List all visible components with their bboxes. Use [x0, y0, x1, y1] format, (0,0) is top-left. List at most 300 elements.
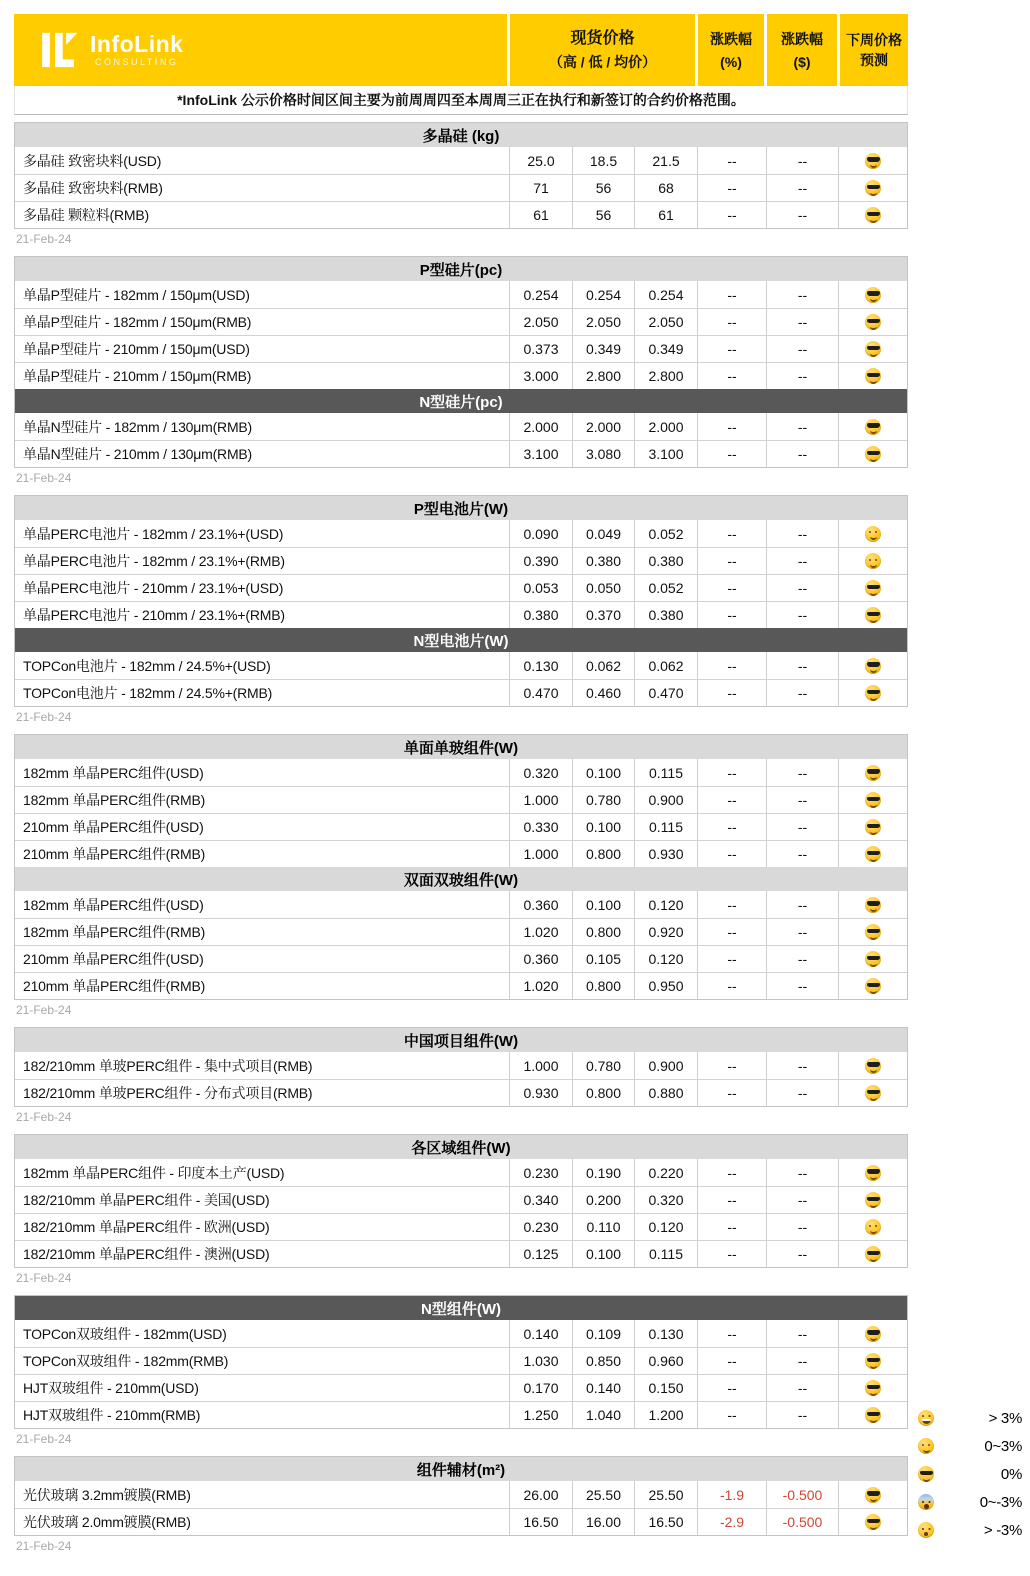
change-pct-value: --: [698, 147, 767, 174]
price-group: [14, 1295, 908, 1449]
price-table: [14, 122, 908, 229]
high-value: 0.130: [510, 652, 573, 679]
row-label: TOPCon电池片 - 182mm / 24.5%+(RMB): [15, 680, 510, 706]
change-usd-value: --: [767, 652, 839, 679]
high-value: 0.380: [510, 602, 573, 628]
row-label: 182/210mm 单玻PERC组件 - 集中式项目(RMB): [15, 1052, 510, 1079]
table-row: [15, 1079, 907, 1106]
change-usd-value: --: [767, 1052, 839, 1079]
high-value: 1.000: [510, 1052, 573, 1079]
forecast-cell: [839, 1509, 907, 1535]
emoji-sunglasses-icon: [865, 1058, 881, 1074]
high-value: 0.053: [510, 575, 573, 601]
emoji-sunglasses-icon: [865, 1165, 881, 1181]
change-pct-unit: (%): [720, 53, 742, 70]
forecast-cell: [839, 1320, 907, 1347]
low-value: 56: [573, 175, 635, 201]
legend-label: 0~3%: [984, 1437, 1022, 1455]
forecast-cell: [839, 1481, 907, 1508]
change-pct-value: --: [698, 787, 767, 813]
column-header-spot-price: [510, 14, 695, 86]
emoji-sunglasses-icon: [865, 1326, 881, 1342]
change-usd-value: --: [767, 787, 839, 813]
row-label: 210mm 单晶PERC组件(RMB): [15, 973, 510, 999]
change-usd-value: --: [767, 1320, 839, 1347]
high-value: 0.140: [510, 1320, 573, 1347]
low-value: 0.800: [573, 919, 635, 945]
row-label: 单晶P型硅片 - 210mm / 150μm(USD): [15, 336, 510, 362]
legend-item: [912, 1516, 1024, 1544]
row-label: 单晶PERC电池片 - 182mm / 23.1%+(USD): [15, 520, 510, 547]
low-value: 0.800: [573, 973, 635, 999]
low-value: 0.140: [573, 1375, 635, 1401]
forecast-cell: [839, 1241, 907, 1267]
high-value: 2.000: [510, 413, 573, 440]
table-row: [15, 1240, 907, 1267]
section-header: N型电池片(W): [15, 628, 907, 652]
high-value: 0.390: [510, 548, 573, 574]
row-label: 单晶N型硅片 - 210mm / 130μm(RMB): [15, 441, 510, 467]
low-value: 0.110: [573, 1214, 635, 1240]
brand-header-cell: [14, 14, 507, 86]
table-row: [15, 1347, 907, 1374]
row-label: 单晶P型硅片 - 182mm / 150μm(RMB): [15, 309, 510, 335]
low-value: 0.850: [573, 1348, 635, 1374]
emoji-sunglasses-icon: [865, 951, 881, 967]
table-row: [15, 308, 907, 335]
high-value: 0.360: [510, 946, 573, 972]
high-value: 0.170: [510, 1375, 573, 1401]
avg-value: 0.120: [635, 1214, 698, 1240]
low-value: 0.254: [573, 281, 635, 308]
high-value: 1.250: [510, 1402, 573, 1428]
avg-value: 0.349: [635, 336, 698, 362]
high-value: 3.100: [510, 441, 573, 467]
change-pct-value: --: [698, 841, 767, 867]
emoji-smile-icon: [865, 553, 881, 569]
table-row: [15, 147, 907, 174]
price-table: [14, 1134, 908, 1268]
emoji-sunglasses-icon: [865, 846, 881, 862]
change-usd-value: --: [767, 336, 839, 362]
table-row: [15, 547, 907, 574]
emoji-sunglasses-icon: [865, 607, 881, 623]
section-header: 双面双玻组件(W): [15, 867, 907, 891]
forecast-cell: [839, 891, 907, 918]
price-group: [14, 1027, 908, 1127]
avg-value: 2.050: [635, 309, 698, 335]
avg-value: 0.380: [635, 602, 698, 628]
low-value: 0.460: [573, 680, 635, 706]
table-row: [15, 281, 907, 308]
change-usd-value: --: [767, 1187, 839, 1213]
section-header: 组件辅材(m²): [15, 1457, 907, 1481]
legend-label: > 3%: [988, 1409, 1022, 1427]
legend-item: [912, 1488, 1024, 1516]
section-header: 多晶硅 (kg): [15, 123, 907, 147]
legend-label: 0%: [1000, 1465, 1022, 1483]
change-usd-value: -0.500: [767, 1481, 839, 1508]
emoji-sunglasses-icon: [865, 1246, 881, 1262]
change-pct-value: --: [698, 175, 767, 201]
date-stamp: 21-Feb-24: [16, 1432, 72, 1446]
avg-value: 16.50: [635, 1509, 698, 1535]
forecast-cell: [839, 575, 907, 601]
emoji-sunglasses-icon: [865, 1085, 881, 1101]
emoji-sunglasses-icon: [865, 287, 881, 303]
row-label: 182/210mm 单玻PERC组件 - 分布式项目(RMB): [15, 1080, 510, 1106]
forecast-cell: [839, 202, 907, 228]
forecast-cell: [839, 759, 907, 786]
price-table: [14, 1027, 908, 1107]
avg-value: 0.052: [635, 520, 698, 547]
emoji-sunglasses-icon: [918, 1466, 934, 1482]
emoji-sunglasses-icon: [865, 792, 881, 808]
change-pct-value: --: [698, 281, 767, 308]
emoji-sunglasses-icon: [865, 419, 881, 435]
emoji-sunglasses-icon: [865, 1380, 881, 1396]
table-row: [15, 918, 907, 945]
change-pct-value: --: [698, 441, 767, 467]
date-stamp: 21-Feb-24: [16, 1003, 72, 1017]
infolink-logo-icon: [42, 32, 80, 68]
change-usd-value: --: [767, 147, 839, 174]
forecast-cell: [839, 1348, 907, 1374]
high-value: 0.254: [510, 281, 573, 308]
high-value: 1.030: [510, 1348, 573, 1374]
change-pct-value: --: [698, 575, 767, 601]
avg-value: 0.254: [635, 281, 698, 308]
emoji-sunglasses-icon: [865, 658, 881, 674]
emoji-sunglasses-icon: [865, 314, 881, 330]
avg-value: 0.950: [635, 973, 698, 999]
row-label: 182/210mm 单晶PERC组件 - 欧洲(USD): [15, 1214, 510, 1240]
change-pct-value: --: [698, 946, 767, 972]
high-value: 71: [510, 175, 573, 201]
forecast-legend: [912, 1404, 1024, 1544]
low-value: 0.100: [573, 1241, 635, 1267]
emoji-sunglasses-icon: [865, 446, 881, 462]
price-group: [14, 256, 908, 488]
change-usd-unit: ($): [793, 53, 811, 70]
row-label: 单晶PERC电池片 - 210mm / 23.1%+(RMB): [15, 602, 510, 628]
table-row: [15, 1186, 907, 1213]
high-value: 16.50: [510, 1509, 573, 1535]
change-pct-value: --: [698, 1187, 767, 1213]
column-header-change-usd: [767, 14, 837, 86]
low-value: 0.100: [573, 814, 635, 840]
price-table: [14, 1456, 908, 1536]
forecast-cell: [839, 281, 907, 308]
table-row: [15, 1374, 907, 1401]
price-table: [14, 1295, 908, 1429]
forecast-cell: [839, 1080, 907, 1106]
row-label: 单晶P型硅片 - 210mm / 150μm(RMB): [15, 363, 510, 389]
avg-value: 0.115: [635, 814, 698, 840]
change-pct-value: --: [698, 602, 767, 628]
avg-value: 68: [635, 175, 698, 201]
change-pct-value: --: [698, 309, 767, 335]
avg-value: 0.960: [635, 1348, 698, 1374]
change-usd-value: --: [767, 548, 839, 574]
low-value: 0.049: [573, 520, 635, 547]
emoji-sunglasses-icon: [865, 368, 881, 384]
forecast-label-line2: 预测: [860, 52, 888, 68]
row-label: 多晶硅 致密块料(RMB): [15, 175, 510, 201]
forecast-cell: [839, 147, 907, 174]
change-usd-value: --: [767, 175, 839, 201]
legend-item: [912, 1460, 1024, 1488]
high-value: 0.230: [510, 1214, 573, 1240]
change-pct-value: --: [698, 413, 767, 440]
forecast-cell: [839, 175, 907, 201]
table-row: [15, 652, 907, 679]
avg-value: 3.100: [635, 441, 698, 467]
change-usd-label: 涨跌幅: [781, 30, 823, 47]
row-label: HJT双玻组件 - 210mm(USD): [15, 1375, 510, 1401]
legend-label: > -3%: [983, 1521, 1022, 1539]
change-usd-value: --: [767, 841, 839, 867]
column-header-forecast: [840, 14, 908, 86]
change-pct-value: --: [698, 919, 767, 945]
emoji-sunglasses-icon: [865, 897, 881, 913]
avg-value: 0.880: [635, 1080, 698, 1106]
forecast-cell: [839, 1187, 907, 1213]
legend-item: [912, 1404, 1024, 1432]
change-pct-value: --: [698, 973, 767, 999]
brand-tagline: CONSULTING: [95, 57, 179, 67]
price-group: [14, 734, 908, 1020]
date-stamp: 21-Feb-24: [16, 1110, 72, 1124]
section-header: 各区域组件(W): [15, 1135, 907, 1159]
change-usd-value: --: [767, 1241, 839, 1267]
change-pct-value: --: [698, 1348, 767, 1374]
emoji-sunglasses-icon: [865, 1192, 881, 1208]
avg-value: 0.930: [635, 841, 698, 867]
table-row: [15, 601, 907, 628]
row-label: 182mm 单晶PERC组件(RMB): [15, 787, 510, 813]
row-label: 182mm 单晶PERC组件(USD): [15, 891, 510, 918]
change-pct-label: 涨跌幅: [710, 30, 752, 47]
table-row: [15, 201, 907, 228]
date-stamp: 21-Feb-24: [16, 710, 72, 724]
forecast-cell: [839, 841, 907, 867]
change-pct-value: --: [698, 1402, 767, 1428]
row-label: 182mm 单晶PERC组件 - 印度本土产(USD): [15, 1159, 510, 1186]
table-row: [15, 413, 907, 440]
forecast-cell: [839, 1052, 907, 1079]
forecast-cell: [839, 309, 907, 335]
brand-name: InfoLink: [90, 31, 184, 57]
emoji-sunglasses-icon: [865, 580, 881, 596]
section-header: 中国项目组件(W): [15, 1028, 907, 1052]
change-pct-value: --: [698, 202, 767, 228]
emoji-smile-icon: [865, 1219, 881, 1235]
change-pct-value: --: [698, 1320, 767, 1347]
change-usd-value: --: [767, 946, 839, 972]
low-value: 0.780: [573, 787, 635, 813]
forecast-cell: [839, 680, 907, 706]
low-value: 0.100: [573, 891, 635, 918]
price-table: [14, 256, 908, 468]
avg-value: 0.120: [635, 891, 698, 918]
emoji-sunglasses-icon: [865, 685, 881, 701]
section-header: 单面单玻组件(W): [15, 735, 907, 759]
forecast-cell: [839, 814, 907, 840]
table-header: [14, 14, 908, 86]
change-pct-value: --: [698, 363, 767, 389]
emoji-smile-icon: [918, 1438, 934, 1454]
change-pct-value: -2.9: [698, 1509, 767, 1535]
avg-value: 0.115: [635, 1241, 698, 1267]
avg-value: 0.220: [635, 1159, 698, 1186]
change-usd-value: --: [767, 441, 839, 467]
change-usd-value: --: [767, 680, 839, 706]
forecast-cell: [839, 787, 907, 813]
price-period-note: *InfoLink 公示价格时间区间主要为前周周四至本周周三正在执行和新签订的合约价格范围。: [14, 86, 908, 115]
forecast-cell: [839, 973, 907, 999]
emoji-sunglasses-icon: [865, 207, 881, 223]
table-row: [15, 174, 907, 201]
emoji-astonished-icon: [918, 1522, 934, 1538]
low-value: 0.105: [573, 946, 635, 972]
forecast-cell: [839, 1159, 907, 1186]
date-stamp: 21-Feb-24: [16, 471, 72, 485]
change-usd-value: --: [767, 891, 839, 918]
emoji-sunglasses-icon: [865, 153, 881, 169]
section-header: P型硅片(pc): [15, 257, 907, 281]
low-value: 0.370: [573, 602, 635, 628]
section-header: N型组件(W): [15, 1296, 907, 1320]
table-row: [15, 1052, 907, 1079]
avg-value: 61: [635, 202, 698, 228]
row-label: TOPCon双玻组件 - 182mm(USD): [15, 1320, 510, 1347]
price-table: [14, 495, 908, 707]
high-value: 25.0: [510, 147, 573, 174]
table-row: [15, 786, 907, 813]
low-value: 0.800: [573, 841, 635, 867]
low-value: 0.100: [573, 759, 635, 786]
high-value: 0.090: [510, 520, 573, 547]
avg-value: 25.50: [635, 1481, 698, 1508]
high-value: 26.00: [510, 1481, 573, 1508]
forecast-label-line1: 下周价格: [846, 32, 902, 48]
low-value: 0.380: [573, 548, 635, 574]
infolink-logo: [42, 32, 183, 68]
spot-price-range-label: （高 / 低 / 均价）: [548, 53, 657, 70]
row-label: 多晶硅 颗粒料(RMB): [15, 202, 510, 228]
price-table: [14, 734, 908, 1000]
change-pct-value: --: [698, 680, 767, 706]
change-usd-value: --: [767, 759, 839, 786]
emoji-sunglasses-icon: [865, 180, 881, 196]
high-value: 2.050: [510, 309, 573, 335]
high-value: 1.000: [510, 787, 573, 813]
spot-price-label: 现货价格: [570, 29, 635, 47]
change-usd-value: --: [767, 973, 839, 999]
emoji-sunglasses-icon: [865, 819, 881, 835]
row-label: 单晶PERC电池片 - 210mm / 23.1%+(USD): [15, 575, 510, 601]
row-label: TOPCon电池片 - 182mm / 24.5%+(USD): [15, 652, 510, 679]
column-header-change-pct: [698, 14, 764, 86]
change-usd-value: --: [767, 575, 839, 601]
avg-value: 0.320: [635, 1187, 698, 1213]
avg-value: 21.5: [635, 147, 698, 174]
high-value: 61: [510, 202, 573, 228]
low-value: 0.349: [573, 336, 635, 362]
low-value: 0.190: [573, 1159, 635, 1186]
change-usd-value: --: [767, 520, 839, 547]
emoji-sunglasses-icon: [865, 978, 881, 994]
table-row: [15, 1159, 907, 1186]
avg-value: 0.120: [635, 946, 698, 972]
change-pct-value: --: [698, 548, 767, 574]
price-group: [14, 495, 908, 727]
emoji-sunglasses-icon: [865, 1407, 881, 1423]
change-usd-value: --: [767, 1348, 839, 1374]
low-value: 0.800: [573, 1080, 635, 1106]
low-value: 16.00: [573, 1509, 635, 1535]
table-row: [15, 1320, 907, 1347]
row-label: 182mm 单晶PERC组件(RMB): [15, 919, 510, 945]
high-value: 0.330: [510, 814, 573, 840]
table-row: [15, 813, 907, 840]
date-stamp: 21-Feb-24: [16, 1539, 72, 1553]
row-label: 单晶PERC电池片 - 182mm / 23.1%+(RMB): [15, 548, 510, 574]
table-row: [15, 362, 907, 389]
low-value: 3.080: [573, 441, 635, 467]
change-usd-value: --: [767, 1214, 839, 1240]
date-stamp: 21-Feb-24: [16, 1271, 72, 1285]
section-header: P型电池片(W): [15, 496, 907, 520]
row-label: 单晶N型硅片 - 182mm / 130μm(RMB): [15, 413, 510, 440]
high-value: 0.230: [510, 1159, 573, 1186]
change-usd-value: --: [767, 363, 839, 389]
high-value: 1.000: [510, 841, 573, 867]
row-label: 182/210mm 单晶PERC组件 - 澳洲(USD): [15, 1241, 510, 1267]
emoji-scream-icon: [918, 1494, 934, 1510]
high-value: 1.020: [510, 919, 573, 945]
forecast-cell: [839, 441, 907, 467]
change-usd-value: --: [767, 919, 839, 945]
emoji-sunglasses-icon: [865, 1514, 881, 1530]
forecast-cell: [839, 548, 907, 574]
forecast-cell: [839, 1375, 907, 1401]
table-row: [15, 574, 907, 601]
row-label: 多晶硅 致密块料(USD): [15, 147, 510, 174]
row-label: 光伏玻璃 2.0mm镀膜(RMB): [15, 1509, 510, 1535]
change-usd-value: --: [767, 281, 839, 308]
forecast-cell: [839, 520, 907, 547]
row-label: 单晶P型硅片 - 182mm / 150μm(USD): [15, 281, 510, 308]
high-value: 1.020: [510, 973, 573, 999]
high-value: 0.125: [510, 1241, 573, 1267]
emoji-sunglasses-icon: [865, 924, 881, 940]
emoji-sunglasses-icon: [865, 765, 881, 781]
table-row: [15, 972, 907, 999]
price-group: [14, 1134, 908, 1288]
avg-value: 2.800: [635, 363, 698, 389]
avg-value: 0.115: [635, 759, 698, 786]
table-row: [15, 1401, 907, 1428]
row-label: 182/210mm 单晶PERC组件 - 美国(USD): [15, 1187, 510, 1213]
change-pct-value: --: [698, 652, 767, 679]
row-label: 210mm 单晶PERC组件(RMB): [15, 841, 510, 867]
low-value: 0.109: [573, 1320, 635, 1347]
low-value: 0.780: [573, 1052, 635, 1079]
forecast-cell: [839, 652, 907, 679]
section-header: N型硅片(pc): [15, 389, 907, 413]
